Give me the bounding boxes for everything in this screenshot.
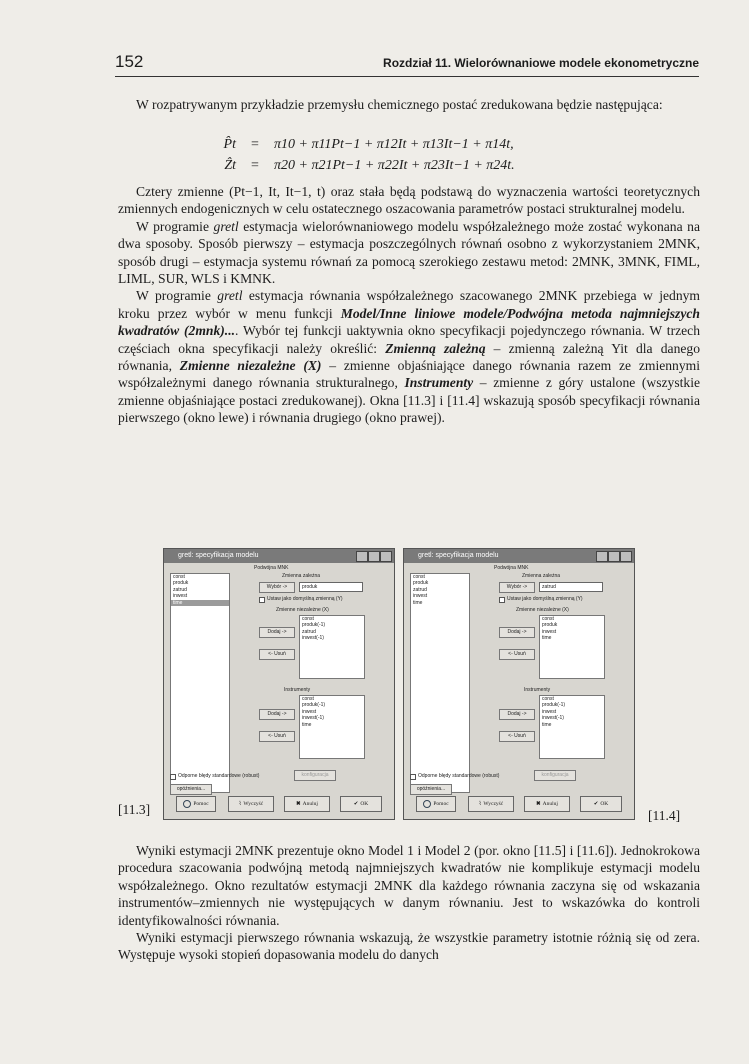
program-name: gretl bbox=[213, 218, 239, 234]
instruments-list[interactable] bbox=[539, 695, 605, 759]
paragraph-first-equation: Wyniki estymacji pierwszego równania wskazują, że wszystkie parametry istotnie różnią się od zera. Występuje wysoki stopień dopasowania modelu do danych bbox=[118, 930, 700, 963]
list-item[interactable]: zatrud bbox=[413, 586, 427, 593]
ok-icon: ✔ bbox=[593, 801, 599, 807]
intro-paragraph: W rozpatrywanym przykładzie przemysłu chemicznego postać zredukowana będzie następująca: bbox=[136, 97, 663, 112]
window-title: gretl: specyfikacja modelu bbox=[178, 552, 259, 559]
menu-path: Model/Inne liniowe modele/Podwójna metoda najmniejszych kwadratów (2mnk)... bbox=[118, 305, 700, 339]
list-item[interactable]: time bbox=[302, 721, 312, 728]
help-icon bbox=[423, 800, 431, 808]
window-body bbox=[164, 563, 394, 819]
window-body bbox=[404, 563, 634, 819]
minimize-button[interactable] bbox=[356, 551, 368, 562]
keyword-independent: Zmienne niezależne (X) bbox=[179, 358, 322, 374]
choose-button[interactable]: Wybór -> bbox=[259, 582, 295, 593]
paragraph-procedure bbox=[118, 287, 700, 426]
text-run: estymacja równania współzależnego szacowanego 2MNK przebiega w jednym kroku przez wybór w menu funkcji bbox=[118, 288, 700, 321]
list-item[interactable]: inwest bbox=[302, 708, 317, 715]
text-run: – zmienne z góry ustalone (wszystkie zmienne objaśniające postaci zredukowanej). Okna [11.3] i [11.4] wskazują sposób specyfikacji równania pierwszego (okno lewe) i równania drugiego (okno prawej). bbox=[118, 375, 701, 426]
default-checkbox-label: Ustaw jako domyślną zmienną (Y) bbox=[507, 596, 583, 602]
page-number: 152 bbox=[115, 52, 144, 71]
independent-label: Zmienne niezależne (X) bbox=[516, 607, 569, 613]
text-run: – zmienne objaśniające danego równania razem ze zmiennymi współzależnymi danego równania strukturalnego, bbox=[118, 358, 700, 391]
clear-button[interactable] bbox=[228, 796, 274, 812]
list-item[interactable]: inwest(-1) bbox=[302, 715, 324, 722]
text-run: . Wybór tej funkcji uaktywnia okno specyfikacji pojedynczego równania. W trzech częściach okna specyfikacji należy określić: bbox=[118, 323, 700, 356]
maximize-button[interactable] bbox=[608, 551, 620, 562]
dependent-label: Zmienna zależna bbox=[282, 573, 321, 579]
window-title: gretl: specyfikacja modelu bbox=[418, 552, 499, 559]
chapter-title: Rozdział 11. Wielorównaniowe modele ekonometryczne bbox=[383, 56, 699, 70]
ok-icon: ✔ bbox=[353, 801, 359, 807]
equation-op: = bbox=[251, 158, 259, 173]
paragraph-results: Wyniki estymacji 2MNK prezentuje okno Model 1 i Model 2 (por. okno [11.5] i [11.6]). Jednokrokowa procedura szacowania podwójną metodą najmniejszych kwadratów nie komplikuje estymacji modelu współzależnego. Okno rezultatów estymacji 2MNK dla każdego równania zaczyna się od wskazania instrumentów–zmiennych nie występujących w danym równaniu. Jest to wskazówka do kontroli identyfikowalności równania. bbox=[118, 843, 700, 928]
text-run: W programie bbox=[136, 288, 218, 304]
window-titlebar[interactable] bbox=[404, 549, 634, 563]
dependent-field[interactable]: zatrud bbox=[539, 582, 603, 592]
independent-list[interactable] bbox=[539, 615, 605, 679]
list-item[interactable]: inwest(-1) bbox=[542, 715, 564, 722]
text-run: – zmienną zależną Yit dla danego równania, bbox=[118, 340, 700, 374]
figure-caption-right: [11.4] bbox=[648, 808, 681, 823]
remove-instrument-button[interactable]: <- Usuń bbox=[259, 731, 295, 742]
help-icon bbox=[183, 800, 191, 808]
equation-op: = bbox=[251, 137, 259, 152]
close-button[interactable] bbox=[380, 551, 392, 562]
program-name: gretl bbox=[217, 288, 243, 304]
clear-button-label: Wyczyść bbox=[483, 801, 504, 807]
config-button[interactable]: konfiguracja bbox=[534, 770, 576, 781]
equation-rhs: π20 + π21Pt−1 + π22It + π23It−1 + π24t. bbox=[274, 158, 515, 173]
list-item[interactable]: zatrud bbox=[302, 628, 316, 635]
remove-instrument-button[interactable]: <- Usuń bbox=[499, 731, 535, 742]
list-item[interactable]: produk(-1) bbox=[542, 702, 566, 709]
screenshots-figure bbox=[163, 548, 641, 822]
list-item[interactable]: inwest(-1) bbox=[302, 635, 324, 642]
instruments-label: Instrumenty bbox=[284, 687, 311, 693]
ok-button[interactable] bbox=[340, 796, 382, 812]
ok-button-label: OK bbox=[360, 801, 369, 807]
remove-independent-button[interactable]: <- Usuń bbox=[499, 649, 535, 660]
paragraph-methods bbox=[118, 218, 700, 288]
figure-caption-left: [11.3] bbox=[118, 802, 151, 817]
add-instrument-button[interactable]: Dodaj -> bbox=[259, 709, 295, 720]
lags-button[interactable]: opóźnienia... bbox=[170, 784, 212, 795]
list-item[interactable]: inwest bbox=[173, 593, 188, 600]
lags-button[interactable]: opóźnienia... bbox=[410, 784, 452, 795]
add-independent-button[interactable]: Dodaj -> bbox=[499, 627, 535, 638]
robust-checkbox[interactable] bbox=[170, 774, 176, 780]
list-item-selected[interactable]: time bbox=[171, 600, 229, 606]
choose-button[interactable]: Wybór -> bbox=[499, 582, 535, 593]
list-item[interactable]: const bbox=[173, 574, 185, 580]
cancel-button[interactable] bbox=[284, 796, 330, 812]
ok-button-label: OK bbox=[600, 801, 609, 807]
list-item[interactable]: inwest bbox=[542, 708, 557, 715]
robust-checkbox[interactable] bbox=[410, 774, 416, 780]
equation-rhs: π10 + π11Pt−1 + π12It + π13It−1 + π14t, bbox=[274, 137, 514, 152]
robust-checkbox-label: Odporne błędy standardowe (robust) bbox=[178, 773, 260, 779]
remove-independent-button[interactable]: <- Usuń bbox=[259, 649, 295, 660]
help-button[interactable] bbox=[176, 796, 216, 812]
cancel-icon: ✖ bbox=[296, 801, 301, 807]
paragraph-variables: Cztery zmienne (Pt−1, It, It−1, t) oraz stała będą podstawą do wyznaczenia wartości teoretycznych zmiennych endogenicznych w celu ostatecznego oszacowania parametrów postaci strukturalnej modelu. bbox=[118, 184, 700, 217]
cancel-button-label: Anuluj bbox=[302, 801, 318, 807]
list-item[interactable]: zatrud bbox=[173, 586, 187, 593]
equation-lhs: P̂t bbox=[223, 137, 236, 152]
close-button[interactable] bbox=[620, 551, 632, 562]
instruments-list[interactable] bbox=[299, 695, 365, 759]
default-checkbox[interactable] bbox=[259, 597, 265, 603]
list-item[interactable]: produk(-1) bbox=[302, 702, 326, 709]
equation-lhs: Ẑt bbox=[224, 158, 236, 173]
default-checkbox[interactable] bbox=[499, 597, 505, 603]
keyword-dependent: Zmienną zależną bbox=[385, 340, 486, 356]
reduced-form-equations bbox=[200, 134, 620, 176]
list-item[interactable]: produk bbox=[413, 580, 429, 587]
list-item[interactable]: produk bbox=[542, 622, 558, 629]
body-text-bottom bbox=[118, 842, 700, 964]
instruments-label: Instrumenty bbox=[524, 687, 551, 693]
cancel-button-label: Anuluj bbox=[542, 801, 558, 807]
independent-list[interactable] bbox=[299, 615, 365, 679]
list-item[interactable]: time bbox=[413, 599, 423, 606]
spec-window-right bbox=[403, 548, 635, 820]
variable-list[interactable] bbox=[170, 573, 230, 793]
spec-window-left bbox=[163, 548, 395, 820]
variable-list[interactable] bbox=[410, 573, 470, 793]
cancel-icon: ✖ bbox=[536, 801, 541, 807]
list-item[interactable]: produk bbox=[173, 580, 189, 587]
clear-button[interactable] bbox=[468, 796, 514, 812]
dependent-label: Zmienna zależna bbox=[522, 573, 561, 579]
robust-checkbox-label: Odporne błędy standardowe (robust) bbox=[418, 773, 500, 779]
help-button-label: Pomoc bbox=[433, 801, 449, 807]
list-item[interactable]: inwest bbox=[542, 628, 557, 635]
window-titlebar[interactable] bbox=[164, 549, 394, 563]
add-instrument-button[interactable]: Dodaj -> bbox=[499, 709, 535, 720]
cancel-button[interactable] bbox=[524, 796, 570, 812]
equation-2 bbox=[200, 155, 620, 176]
model-label: Podwójna MNK bbox=[254, 565, 289, 571]
default-checkbox-label: Ustaw jako domyślną zmienną (Y) bbox=[267, 596, 343, 602]
clear-button-label: Wyczyść bbox=[243, 801, 264, 807]
text-run: estymacja wielorównaniowego modelu współzależnego może zostać wykonana na dwa sposoby. Sposób pierwszy – estymacja poszczególnych równań osobno z wykorzystaniem 2MNK, sposób drugi – estymacja systemu równań za pomocą szerokiego zestawu metod: 2MNK, 3MNK, FIML, LIML, SUR, WLS i KMNK. bbox=[118, 218, 700, 287]
list-item[interactable]: inwest bbox=[413, 593, 428, 600]
equation-1 bbox=[200, 134, 620, 155]
help-button-label: Pomoc bbox=[193, 801, 209, 807]
list-item[interactable]: time bbox=[542, 635, 552, 642]
list-item[interactable]: const bbox=[542, 616, 554, 622]
add-independent-button[interactable]: Dodaj -> bbox=[259, 627, 295, 638]
model-label: Podwójna MNK bbox=[494, 565, 529, 571]
config-button[interactable]: konfiguracja bbox=[294, 770, 336, 781]
intro-text bbox=[118, 96, 700, 113]
text-run: W programie bbox=[136, 218, 214, 234]
help-button[interactable] bbox=[416, 796, 456, 812]
list-item[interactable]: time bbox=[542, 721, 552, 728]
minimize-button[interactable] bbox=[596, 551, 608, 562]
body-text-top bbox=[118, 183, 700, 427]
broom-icon: ⌇ bbox=[238, 801, 242, 807]
list-item[interactable]: const bbox=[413, 574, 425, 580]
list-item[interactable]: produk(-1) bbox=[302, 622, 326, 629]
list-item[interactable]: const bbox=[302, 696, 314, 702]
maximize-button[interactable] bbox=[368, 551, 380, 562]
ok-button[interactable] bbox=[580, 796, 622, 812]
keyword-instruments: Instrumenty bbox=[404, 375, 474, 391]
independent-label: Zmienne niezależne (X) bbox=[276, 607, 329, 613]
dependent-field[interactable]: produk bbox=[299, 582, 363, 592]
header-rule bbox=[115, 76, 699, 77]
broom-icon: ⌇ bbox=[478, 801, 482, 807]
list-item[interactable]: const bbox=[542, 696, 554, 702]
running-header bbox=[115, 52, 699, 74]
list-item[interactable]: const bbox=[302, 616, 314, 622]
